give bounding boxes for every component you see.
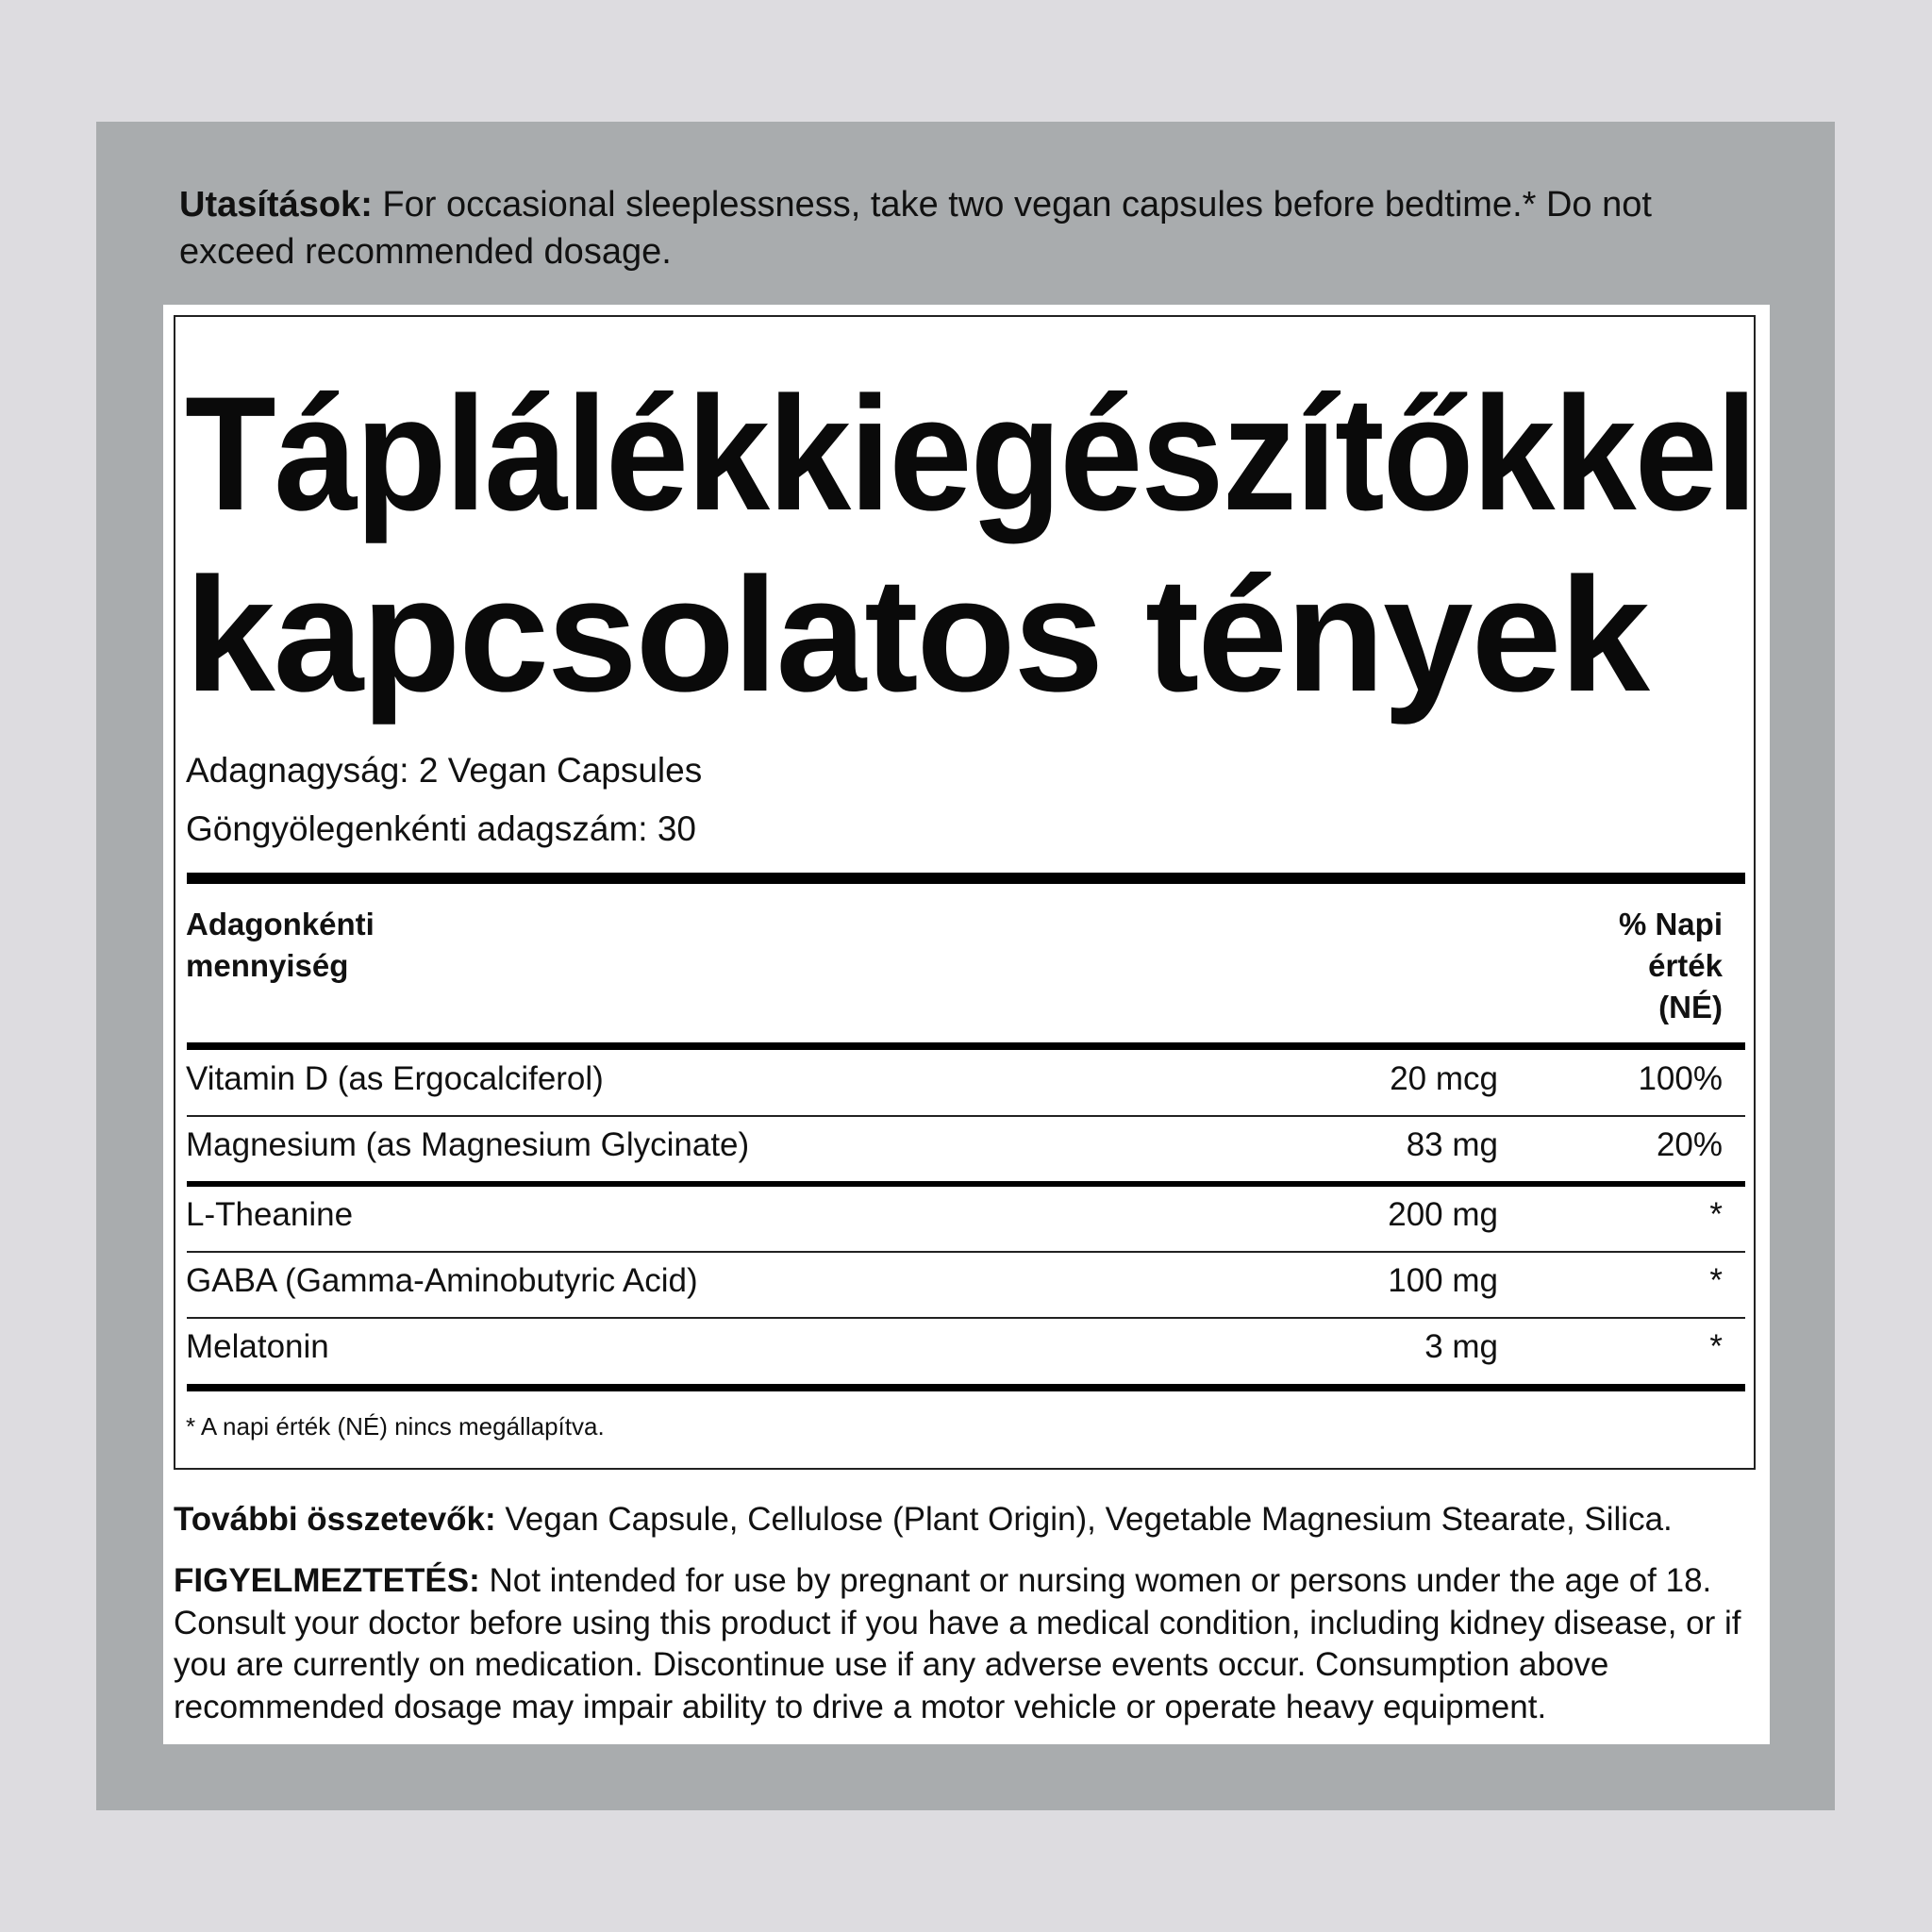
facts-title-line2: kapcsolatos tények: [185, 544, 1648, 725]
warning-label: FIGYELMEZTETÉS:: [174, 1562, 480, 1599]
servings-per-container: Göngyölegenkénti adagszám: 30: [186, 809, 696, 848]
nutrient-amount: 83 mg: [1406, 1126, 1498, 1163]
serving-size: Adagnagyság: 2 Vegan Capsules: [186, 751, 703, 790]
directions-text: [179, 181, 1689, 275]
row-divider: [187, 1181, 1745, 1187]
divider-medium: [187, 1042, 1745, 1050]
nutrient-amount: 100 mg: [1388, 1262, 1498, 1299]
nutrient-name: Magnesium (as Magnesium Glycinate): [186, 1126, 750, 1163]
other-ingredients-body: Vegan Capsule, Cellulose (Plant Origin), Vegetable Magnesium Stearate, Silica.: [495, 1501, 1673, 1538]
divider-bottom: [187, 1384, 1745, 1391]
facts-title: [185, 363, 1770, 725]
row-divider: [187, 1115, 1745, 1117]
row-divider: [187, 1251, 1745, 1253]
nutrient-daily-value: *: [1709, 1196, 1723, 1233]
nutrient-name: Vitamin D (as Ergocalciferol): [186, 1060, 604, 1097]
warning-body: Not intended for use by pregnant or nursing women or persons under the age of 18. Consult your doctor before using this product if you have a medical condition, including kidney disease, or if you are currently on medication. Discontinue use if any adverse events occur. Consumption above recommended dosage may impair ability to drive a motor vehicle or operate heavy equipment.: [174, 1562, 1741, 1725]
directions-label: Utasítások:: [179, 185, 373, 225]
facts-title-line1: Táplálékkiegészítőkkel: [185, 363, 1756, 544]
nutrient-name: Melatonin: [186, 1328, 329, 1365]
nutrient-daily-value: *: [1709, 1262, 1723, 1299]
nutrient-daily-value: 100%: [1638, 1060, 1723, 1097]
other-ingredients-label: További összetevők:: [174, 1501, 496, 1538]
directions-body: For occasional sleeplessness, take two vegan capsules before bedtime.* Do not exceed recommended dosage.: [179, 185, 1652, 272]
nutrient-daily-value: 20%: [1656, 1126, 1723, 1163]
header-daily-value: % Napi érték (NÉ): [1618, 907, 1723, 1024]
row-divider: [187, 1317, 1745, 1319]
nutrient-daily-value: *: [1709, 1328, 1723, 1365]
nutrient-amount: 200 mg: [1388, 1196, 1498, 1233]
nutrient-name: L-Theanine: [186, 1196, 354, 1233]
header-amount-per-serving: Adagonkénti mennyiség: [186, 907, 375, 983]
nutrient-amount: 20 mcg: [1390, 1060, 1498, 1097]
other-ingredients: [174, 1498, 1740, 1541]
divider-thick: [187, 873, 1745, 884]
nutrient-name: GABA (Gamma-Aminobutyric Acid): [186, 1262, 698, 1299]
footnote: * A napi érték (NÉ) nincs megállapítva.: [186, 1412, 605, 1441]
nutrient-amount: 3 mg: [1424, 1328, 1498, 1365]
warning: [174, 1560, 1758, 1728]
